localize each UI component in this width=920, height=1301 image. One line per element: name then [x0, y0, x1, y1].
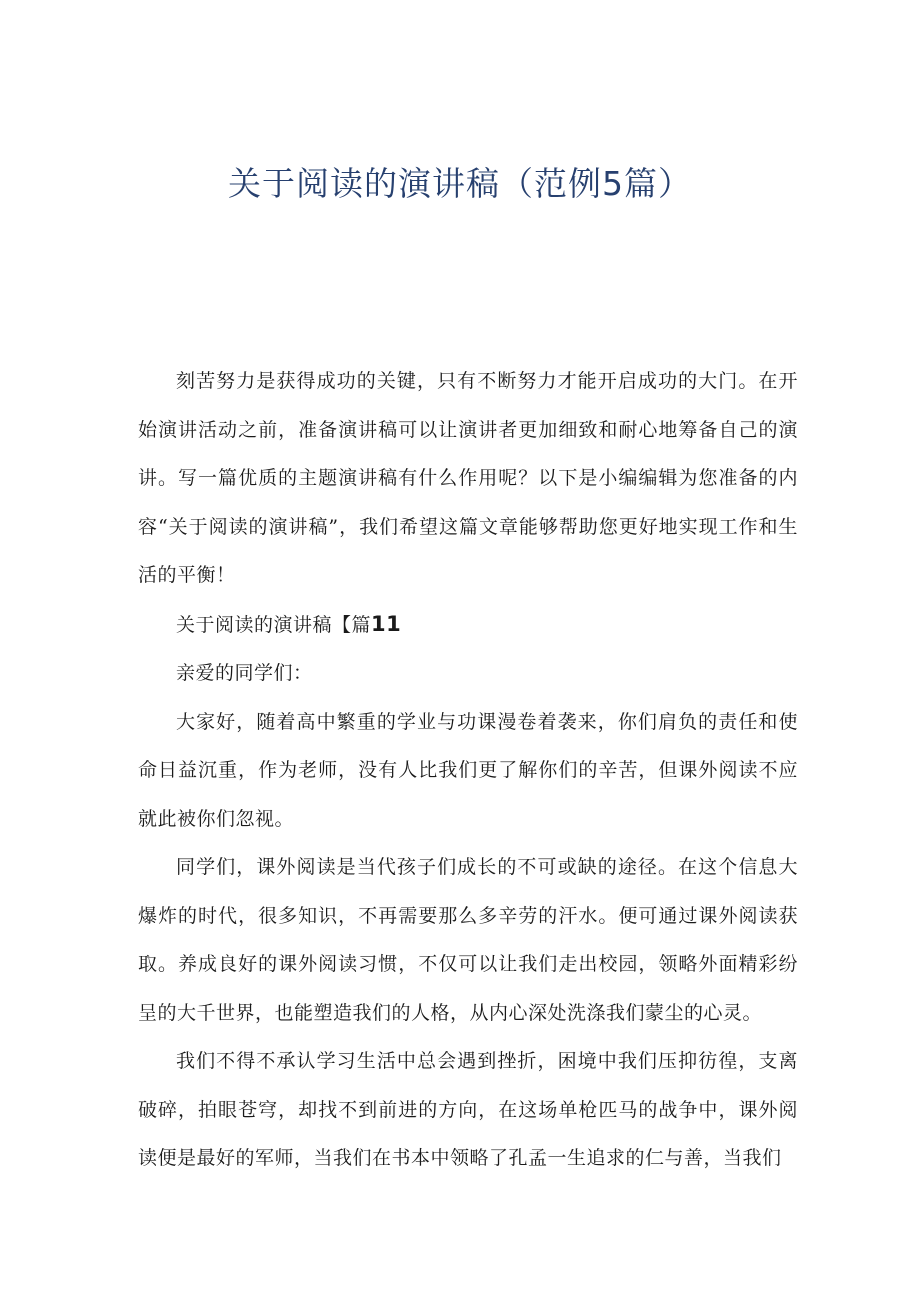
section-heading — [138, 600, 798, 650]
speech-paragraph: 大家好，随着高中繁重的学业与功课漫卷着袭来，你们肩负的责任和使命日益沉重，作为老师，没有人比我们更了解你们的辛苦，但课外阅读不应就此被你们忽视。 — [138, 710, 798, 830]
document-body — [138, 357, 798, 1183]
speech-paragraph: 我们不得不承认学习生活中总会遇到挫折，困境中我们压抑彷徨，支离破碎，拍眼苍穹，却找不到前进的方向，在这场单枪匹马的战争中，课外阅读便是最好的军师，当我们在书本中领略了孔孟一生追求的仁与善，当我们 — [138, 1050, 798, 1169]
speech-paragraph: 同学们，课外阅读是当代孩子们成长的不可或缺的途径。在这个信息大爆炸的时代，很多知识，不再需要那么多辛劳的汗水。便可通过课外阅读获取。养成良好的课外阅读习惯，不仅可以让我们走出校园，领略外面精彩纷呈的大千世界，也能塑造我们的人格，从内心深处洗涤我们蒙尘的心灵。 — [138, 856, 798, 1024]
greeting: 亲爱的同学们： — [176, 662, 313, 684]
document-title: 关于阅读的演讲稿（范例5篇） — [228, 164, 692, 203]
section-heading-number: 11 — [371, 611, 402, 636]
intro-paragraph: 刻苦努力是获得成功的关键，只有不断努力才能开启成功的大门。在开始演讲活动之前，准备演讲稿可以让演讲者更加细致和耐心地筹备自己的演讲。写一篇优质的主题演讲稿有什么作用呢？以下是小编编辑为您准备的内容“关于阅读的演讲稿”，我们希望这篇文章能够帮助您更好地实现工作和生活的平衡！ — [138, 370, 798, 586]
section-heading-text: 关于阅读的演讲稿【篇 — [176, 613, 372, 636]
